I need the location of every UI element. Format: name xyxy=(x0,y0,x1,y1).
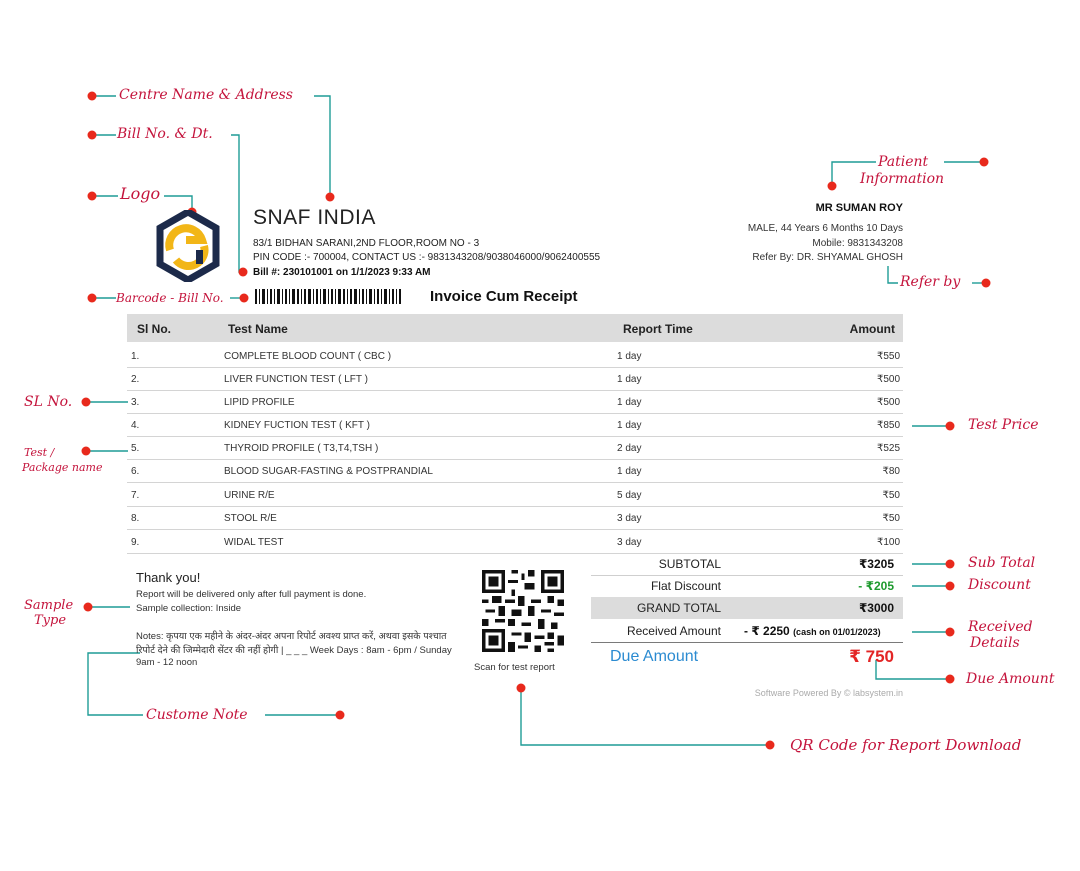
annotation-refer: Refer by xyxy=(900,274,961,290)
annotation-test-2: Package name xyxy=(22,461,103,474)
annotation-patient-2: Information xyxy=(860,171,945,187)
cell-sl: 4. xyxy=(131,420,140,431)
cell-test-name: URINE R/E xyxy=(224,490,275,501)
cell-test-name: LIPID PROFILE xyxy=(224,397,295,408)
bill-number-date: Bill #: 230101001 on 1/1/2023 9:33 AM xyxy=(253,267,431,278)
table-row xyxy=(127,506,903,530)
grand-total-label: GRAND TOTAL xyxy=(636,601,721,615)
annotation-sample-2: Type xyxy=(34,613,67,628)
patient-refer-by: Refer By: DR. SHYAMAL GHOSH xyxy=(752,252,903,263)
subtotal-value: ₹3205 xyxy=(858,557,894,571)
cell-report-time: 2 day xyxy=(617,443,642,454)
discount-value: - ₹205 xyxy=(858,579,894,593)
cell-test-name: THYROID PROFILE ( T3,T4,TSH ) xyxy=(224,443,379,454)
received-amount: - ₹ 2250 xyxy=(744,624,790,638)
barcode-icon xyxy=(255,289,401,304)
cell-test-name: KIDNEY FUCTION TEST ( KFT ) xyxy=(224,420,370,431)
table-row xyxy=(127,344,903,368)
cell-report-time: 1 day xyxy=(617,397,642,408)
annotation-received-2: Details xyxy=(970,635,1020,651)
annotation-received-1: Received xyxy=(968,619,1033,635)
cell-test-name: STOOL R/E xyxy=(224,513,277,524)
annotation-qr: QR Code for Report Download xyxy=(790,736,1022,754)
cell-amount: ₹850 xyxy=(876,420,900,431)
patient-name: MR SUMAN ROY xyxy=(815,202,903,214)
cell-sl: 8. xyxy=(131,513,140,524)
patient-details: MALE, 44 Years 6 Months 10 Days xyxy=(747,223,903,234)
annotation-bill: Bill No. & Dt. xyxy=(117,126,213,142)
cell-report-time: 1 day xyxy=(617,466,642,477)
grand-total-value: ₹3000 xyxy=(858,601,894,615)
qr-caption: Scan for test report xyxy=(474,662,555,673)
cell-report-time: 3 day xyxy=(617,513,642,524)
cell-report-time: 3 day xyxy=(617,537,642,548)
centre-name: SNAF INDIA xyxy=(253,206,376,229)
cell-sl: 6. xyxy=(131,466,140,477)
received-note: (cash on 01/01/2023) xyxy=(793,627,881,637)
sample-collection: Sample collection: Inside xyxy=(136,603,242,614)
table-row xyxy=(127,530,903,554)
table-row xyxy=(127,436,903,460)
header-amount: Amount xyxy=(849,322,895,336)
custom-note-line1: Notes: कृपया एक महीने के अंदर-अंदर अपना रिपोर्ट अवश्य प्राप्त करें, अथवा इसके पश्चात xyxy=(136,631,447,642)
cell-amount: ₹100 xyxy=(876,537,900,548)
cell-amount: ₹80 xyxy=(882,466,900,477)
table-row xyxy=(127,483,903,507)
table-row xyxy=(127,390,903,414)
annotation-centre: Centre Name & Address xyxy=(119,87,293,103)
due-amount-value: ₹ 750 xyxy=(849,647,894,666)
annotation-test-1: Test / xyxy=(24,446,55,459)
cell-sl: 3. xyxy=(131,397,140,408)
cell-test-name: LIVER FUNCTION TEST ( LFT ) xyxy=(224,374,368,385)
patient-mobile: Mobile: 9831343208 xyxy=(812,238,903,249)
header-test-name: Test Name xyxy=(228,322,288,336)
table-row xyxy=(127,459,903,483)
discount-label: Flat Discount xyxy=(650,579,721,593)
header-report-time: Report Time xyxy=(623,322,693,336)
received-label: Received Amount xyxy=(626,624,721,638)
table-header xyxy=(127,314,903,342)
centre-address-line2: PIN CODE :- 700004, CONTACT US :- 9831343208/9038046000/9062400555 xyxy=(253,252,601,263)
annotation-barcode: Barcode - Bill No. xyxy=(116,291,224,305)
delivery-note: Report will be delivered only after full payment is done. xyxy=(136,589,367,600)
table-row xyxy=(127,367,903,391)
annotation-patient-1: Patient xyxy=(878,154,929,170)
annotation-logo: Logo xyxy=(120,184,161,203)
due-amount-label: Due Amount xyxy=(610,648,699,665)
powered-by: Software Powered By © labsystem.in xyxy=(754,688,903,698)
received-value xyxy=(744,624,881,638)
annotation-sub-total: Sub Total xyxy=(968,555,1036,571)
annotation-discount: Discount xyxy=(968,577,1031,593)
cell-sl: 2. xyxy=(131,374,140,385)
cell-report-time: 5 day xyxy=(617,490,642,501)
cell-report-time: 1 day xyxy=(617,374,642,385)
cell-sl: 9. xyxy=(131,537,140,548)
totals-divider xyxy=(591,575,903,576)
document-title: Invoice Cum Receipt xyxy=(430,288,578,305)
header-sl: Sl No. xyxy=(137,322,172,336)
centre-address-line1: 83/1 BIDHAN SARANI,2ND FLOOR,ROOM NO - 3 xyxy=(253,238,480,249)
qr-code-icon[interactable] xyxy=(482,570,564,652)
custom-note-line3: 9am - 12 noon xyxy=(136,657,198,668)
subtotal-label: SUBTOTAL xyxy=(658,557,721,571)
cell-amount: ₹500 xyxy=(876,374,900,385)
annotation-sample-1: Sample xyxy=(24,598,74,613)
cell-amount: ₹550 xyxy=(876,351,900,362)
annotation-custom-note: Custome Note xyxy=(146,707,248,723)
cell-test-name: WIDAL TEST xyxy=(224,537,284,548)
cell-sl: 7. xyxy=(131,490,140,501)
cell-amount: ₹50 xyxy=(882,490,900,501)
cell-report-time: 1 day xyxy=(617,420,642,431)
table-row xyxy=(127,413,903,437)
received-divider xyxy=(591,642,903,643)
annotation-due: Due Amount xyxy=(966,671,1055,687)
thank-you-text: Thank you! xyxy=(136,570,201,585)
annotation-test-price: Test Price xyxy=(968,417,1039,433)
cell-sl: 5. xyxy=(131,443,140,454)
snaf-logo-icon xyxy=(156,210,220,282)
cell-amount: ₹50 xyxy=(882,513,900,524)
cell-report-time: 1 day xyxy=(617,351,642,362)
cell-sl: 1. xyxy=(131,351,140,362)
annotation-sl: SL No. xyxy=(24,394,73,410)
cell-amount: ₹525 xyxy=(876,443,900,454)
cell-test-name: COMPLETE BLOOD COUNT ( CBC ) xyxy=(224,351,392,362)
cell-test-name: BLOOD SUGAR-FASTING & POSTPRANDIAL xyxy=(224,466,433,477)
custom-note-line2: रिपोर्ट देने की जिम्मेदारी सेंटर की नहीं होगी | _ _ _ Week Days : 8am - 6pm / Sunday xyxy=(136,645,452,656)
cell-amount: ₹500 xyxy=(876,397,900,408)
